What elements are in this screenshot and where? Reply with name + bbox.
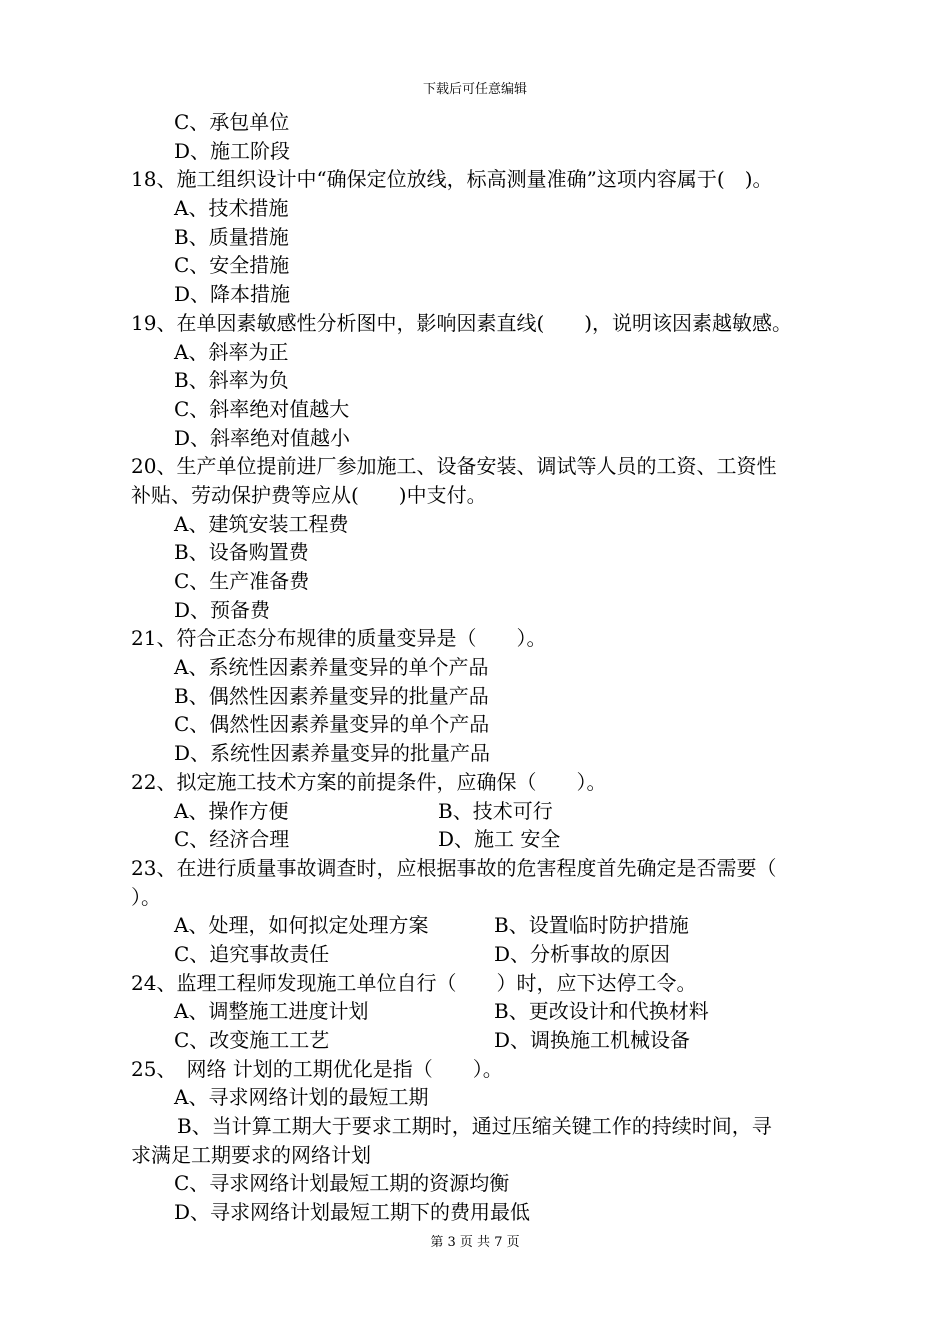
option-b: B、设置临时防护措施 xyxy=(494,913,689,938)
question-20-continuation: 补贴、劳动保护费等应从( )中支付。 xyxy=(131,482,487,507)
option-b: B、技术可行 xyxy=(438,798,553,823)
option-line: A、系统性因素养量变异的单个产品 xyxy=(174,655,489,680)
question-25: 25、 网络 计划的工期优化是指（ ）。 xyxy=(131,1056,503,1081)
question-23-continuation: ）。 xyxy=(131,884,161,909)
option-d: D、施工 安全 xyxy=(438,827,561,852)
option-line: B、斜率为负 xyxy=(174,368,289,393)
option-line: C、安全措施 xyxy=(174,253,290,278)
option-line: B、偶然性因素养量变异的批量产品 xyxy=(174,683,489,708)
option-line: C、承包单位 xyxy=(174,110,290,134)
option-line: B、质量措施 xyxy=(174,224,289,249)
option-d: D、分析事故的原因 xyxy=(494,941,671,966)
question-23: 23、在进行质量事故调查时，应根据事故的危害程度首先确定是否需要（ xyxy=(131,855,777,880)
option-line: D、降本措施 xyxy=(174,282,291,307)
option-continuation: 求满足工期要求的网络计划 xyxy=(131,1142,371,1167)
option-line: C、偶然性因素养量变异的单个产品 xyxy=(174,712,490,737)
option-line: C、斜率绝对值越大 xyxy=(174,396,350,421)
option-row xyxy=(131,911,851,940)
option-row xyxy=(131,997,851,1026)
option-c: C、追究事故责任 xyxy=(174,941,330,966)
page-header: 下载后可任意编辑 xyxy=(422,82,527,97)
question-19: 19、在单因素敏感性分析图中，影响因素直线( )，说明该因素越敏感。 xyxy=(131,310,793,335)
option-line: A、技术措施 xyxy=(174,196,289,221)
option-a: A、操作方便 xyxy=(174,798,289,823)
option-line: C、生产准备费 xyxy=(174,569,310,593)
option-line: A、建筑安装工程费 xyxy=(174,511,349,536)
option-line: D、系统性因素养量变异的批量产品 xyxy=(174,741,491,766)
question-list xyxy=(131,108,851,1227)
option-line: B、当计算工期大于要求工期时，通过压缩关键工作的持续时间，寻 xyxy=(177,1114,772,1139)
option-row xyxy=(131,825,851,854)
option-line: B、设备购置费 xyxy=(174,540,309,565)
option-d: D、调换施工机械设备 xyxy=(494,1028,691,1052)
option-line: A、斜率为正 xyxy=(174,339,289,364)
question-21: 21、符合正态分布规律的质量变异是（ ）。 xyxy=(131,626,547,651)
option-line: D、寻求网络计划最短工期下的费用最低 xyxy=(174,1200,531,1225)
option-line: D、施工阶段 xyxy=(174,138,291,163)
option-row xyxy=(131,1026,851,1055)
option-c: C、经济合理 xyxy=(174,827,290,852)
page-footer: 第 3 页 共 7 页 xyxy=(430,1235,520,1250)
option-line: A、寻求网络计划的最短工期 xyxy=(174,1085,429,1110)
question-18: 18、施工组织设计中“确保定位放线，标高测量准确”这项内容属于( )。 xyxy=(131,167,773,192)
option-line: C、寻求网络计划最短工期的资源均衡 xyxy=(174,1171,510,1196)
question-24: 24、监理工程师发现施工单位自行（ ）时，应下达停工令。 xyxy=(131,970,697,995)
option-c: C、改变施工工艺 xyxy=(174,1028,330,1052)
option-a: A、调整施工进度计划 xyxy=(174,999,369,1024)
option-row xyxy=(131,797,851,826)
option-a: A、处理，如何拟定处理方案 xyxy=(174,913,429,938)
option-b: B、更改设计和代换材料 xyxy=(494,999,709,1024)
option-line: D、斜率绝对值越小 xyxy=(174,425,351,450)
question-22: 22、拟定施工技术方案的前提条件，应确保（ ）。 xyxy=(131,769,607,794)
option-row xyxy=(131,940,851,969)
question-20: 20、生产单位提前进厂参加施工、设备安装、调试等人员的工资、工资性 xyxy=(131,454,777,479)
option-line: D、预备费 xyxy=(174,597,271,622)
